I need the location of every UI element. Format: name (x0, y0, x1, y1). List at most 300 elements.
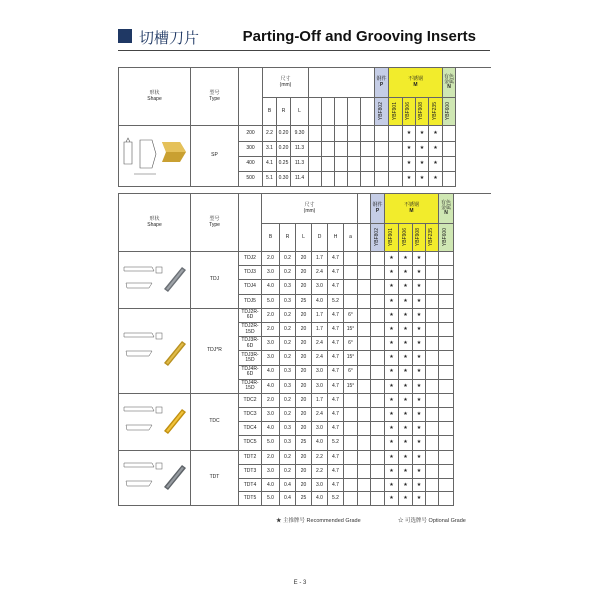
dim-l-value: 20 (296, 323, 312, 337)
recommended-grade-star: ★ (413, 394, 426, 408)
empty-cell (361, 142, 375, 157)
dim-h-value: 4.7 (328, 252, 344, 266)
insert-code: TDJ4R-6D (239, 366, 262, 380)
recommended-grade-star: ★ (399, 436, 413, 450)
empty-cell (358, 295, 371, 309)
dim-d-value: 3.0 (312, 479, 328, 492)
empty-cell (348, 172, 361, 187)
recommended-grade-star: ★ (413, 380, 426, 394)
grade-cell (439, 451, 454, 465)
grade-cell (426, 280, 439, 294)
dim-d-value: 3.0 (312, 366, 328, 380)
tdc-group-label: TDC (191, 394, 239, 451)
grade-cell (439, 492, 454, 505)
recommended-grade-star: ★ (399, 337, 413, 351)
empty-cell (335, 142, 348, 157)
dim-h-value: 4.7 (328, 380, 344, 394)
dim-a-value (344, 422, 358, 436)
dim-h-value: 4.7 (328, 394, 344, 408)
grade-cell (371, 252, 385, 266)
recommended-grade-star: ★ (385, 394, 399, 408)
empty-cell (358, 479, 371, 492)
dim-b-value: 3.0 (262, 465, 280, 479)
dim-b-header: B (263, 98, 277, 126)
type-header: 型号 Type (191, 194, 239, 252)
grade-cell (439, 408, 454, 422)
recommended-grade-star: ★ (399, 309, 413, 323)
grade-cell (371, 394, 385, 408)
p-group-header: 钢件 P (375, 68, 389, 98)
dim-r-header: R (280, 224, 296, 252)
header-rule (118, 50, 490, 51)
empty-cell (309, 172, 322, 187)
dim-a-value (344, 280, 358, 294)
grade-header: YBF901 (389, 98, 403, 126)
recommended-grade-star: ★ (413, 295, 426, 309)
dim-a-value (344, 436, 358, 450)
insert-code: TDT4 (239, 479, 262, 492)
grade-cell (371, 295, 385, 309)
grade-cell (443, 142, 456, 157)
grade-cell (375, 157, 389, 172)
dim-h-value: 5.2 (328, 492, 344, 505)
empty-cell (335, 126, 348, 142)
sp-row-code: 300 (239, 142, 263, 157)
insert-code: TDC2 (239, 394, 262, 408)
recommended-grade-star: ★ (385, 366, 399, 380)
sp-insert-table: 形状 Shape 型号 Type 尺寸 (mm) 钢件 P 不锈钢 M 有色金属 N B R L YBF802 YBF901 YBF906 YBF908 YBF235 YBF600 SP 200 2.2 0.20 9.30 300 3.1 0.20 11.3 400 4.1 0.25 11.3 500 5.1 0.30 11.4 ★ ★ ★ ★ ★ ★ ★ ★ ★ ★ ★ ★ (118, 67, 491, 187)
empty-cell (358, 436, 371, 450)
recommended-grade-star: ★ (385, 436, 399, 450)
grade-cell (426, 295, 439, 309)
m-group-header: 不锈钢 M (385, 194, 439, 224)
empty-cell (322, 126, 335, 142)
grade-cell (439, 351, 454, 365)
recommended-grade-star: ★ (413, 266, 426, 280)
dim-d-value: 2.4 (312, 408, 328, 422)
recommended-grade-star: ★ (399, 266, 413, 280)
recommended-grade-star: ★ (413, 309, 426, 323)
grade-cell (371, 436, 385, 450)
grade-cell (371, 479, 385, 492)
type-header: 型号 Type (191, 68, 239, 126)
recommended-grade-star: ★ (413, 323, 426, 337)
empty-cell (358, 451, 371, 465)
dim-d-value: 2.2 (312, 465, 328, 479)
dim-b-value: 2.0 (262, 451, 280, 465)
grade-header: YBF600 (443, 98, 456, 126)
dim-b-value: 4.0 (262, 380, 280, 394)
dim-h-value: 5.2 (328, 295, 344, 309)
empty-cell (335, 172, 348, 187)
dim-b-value: 2.0 (262, 323, 280, 337)
grade-header: YBF908 (416, 98, 429, 126)
grade-cell (371, 337, 385, 351)
recommended-grade-star: ★ (413, 366, 426, 380)
dim-h-value: 4.7 (328, 280, 344, 294)
legend-optional: ☆ 可选牌号 Optional Grade (398, 518, 466, 524)
dim-r-value: 0.2 (280, 394, 296, 408)
title-chinese: 切槽刀片 (139, 29, 200, 47)
grade-cell (426, 408, 439, 422)
empty-cell (309, 126, 322, 142)
grade-header: YBF906 (403, 98, 416, 126)
sp-insert-drawing (119, 126, 191, 187)
title-marker (118, 29, 132, 43)
grade-header: YBF908 (413, 224, 426, 252)
empty-cell (358, 266, 371, 280)
grade-cell (439, 295, 454, 309)
insert-code: TDJ4R-15D (239, 380, 262, 394)
tdj-tdc-tdt-insert-table (118, 193, 491, 506)
dim-a-value: 15° (344, 380, 358, 394)
recommended-grade-star: ★ (413, 422, 426, 436)
recommended-grade-star: ★ (413, 337, 426, 351)
dim-d-value: 2.2 (312, 451, 328, 465)
dim-h-value: 4.7 (328, 323, 344, 337)
dim-h-value: 5.2 (328, 436, 344, 450)
dim-a-value (344, 408, 358, 422)
code-header (239, 194, 262, 252)
recommended-grade-star: ★ (385, 309, 399, 323)
insert-code: TDC4 (239, 422, 262, 436)
grade-cell (426, 323, 439, 337)
dim-l-value: 20 (296, 266, 312, 280)
grade-cell (439, 309, 454, 323)
grade-header: YBF235 (429, 98, 443, 126)
dim-b-header: B (262, 224, 280, 252)
dim-d-value: 1.7 (312, 394, 328, 408)
dim-d-value: 4.0 (312, 492, 328, 505)
dim-d-value: 1.7 (312, 309, 328, 323)
dim-l-value: 20 (296, 252, 312, 266)
dim-d-value: 2.4 (312, 337, 328, 351)
recommended-grade-star: ★ (385, 351, 399, 365)
dim-b-value: 4.0 (262, 280, 280, 294)
dim-b-value: 2.0 (262, 252, 280, 266)
dim-l-value: 20 (296, 280, 312, 294)
dim-r-value: 0.2 (280, 408, 296, 422)
dim-a-value: 15° (344, 323, 358, 337)
tdj-group-label: TDJ (191, 252, 239, 309)
recommended-grade-star: ★ (385, 323, 399, 337)
grade-cell (389, 157, 403, 172)
page-number: E - 3 (293, 580, 307, 586)
recommended-grade-star: ★ (413, 436, 426, 450)
grade-cell (389, 172, 403, 187)
dim-a-value (344, 479, 358, 492)
grade-cell (439, 323, 454, 337)
recommended-grade-star: ★ (413, 451, 426, 465)
dim-l-value: 25 (296, 492, 312, 505)
recommended-grade-star: ★ (416, 172, 429, 187)
dim-l-value: 20 (296, 351, 312, 365)
grade-cell (439, 465, 454, 479)
recommended-grade-star: ★ (399, 351, 413, 365)
dim-h-value: 4.7 (328, 465, 344, 479)
recommended-grade-star: ★ (385, 295, 399, 309)
grade-cell (443, 172, 456, 187)
recommended-grade-star: ★ (416, 142, 429, 157)
dim-l-value: 20 (296, 337, 312, 351)
recommended-grade-star: ★ (429, 172, 443, 187)
dim-l-value: 20 (296, 422, 312, 436)
recommended-grade-star: ★ (399, 408, 413, 422)
grade-cell (426, 422, 439, 436)
grade-cell (426, 451, 439, 465)
dim-h-value: 4.7 (328, 266, 344, 280)
recommended-grade-star: ★ (403, 157, 416, 172)
dim-d-value: 1.7 (312, 252, 328, 266)
recommended-grade-star: ★ (399, 465, 413, 479)
dim-b-value: 3.0 (262, 351, 280, 365)
recommended-grade-star: ★ (385, 280, 399, 294)
empty-cell (309, 142, 322, 157)
grade-cell (439, 266, 454, 280)
empty-cell (322, 142, 335, 157)
dim-d-value: 3.0 (312, 380, 328, 394)
empty-cell (358, 323, 371, 337)
empty-cell (348, 126, 361, 142)
empty-cell (348, 157, 361, 172)
dim-r-header: R (277, 98, 291, 126)
dim-h-value: 4.7 (328, 479, 344, 492)
insert-code: TDJ2R-6D (239, 309, 262, 323)
dim-h-value: 4.7 (328, 451, 344, 465)
sp-row-code: 200 (239, 126, 263, 142)
dim-l-header: L (296, 224, 312, 252)
dim-r-value: 0.2 (280, 252, 296, 266)
grade-cell (426, 479, 439, 492)
tdt-insert-drawing (119, 451, 191, 506)
empty-cell (358, 252, 371, 266)
grade-header: YBF235 (426, 224, 439, 252)
dim-b-value: 4.0 (262, 422, 280, 436)
empty-cell (358, 309, 371, 323)
recommended-grade-star: ★ (403, 142, 416, 157)
grade-cell (371, 492, 385, 505)
insert-code: TDC5 (239, 436, 262, 450)
grade-cell (371, 309, 385, 323)
dim-r-value: 0.3 (280, 280, 296, 294)
grade-cell (439, 394, 454, 408)
grade-cell (426, 394, 439, 408)
dim-a-value (344, 295, 358, 309)
empty-cell (335, 157, 348, 172)
grade-header: YBF600 (439, 224, 454, 252)
recommended-grade-star: ★ (399, 295, 413, 309)
recommended-grade-star: ★ (413, 252, 426, 266)
dim-b-value: 4.0 (262, 366, 280, 380)
grade-cell (371, 380, 385, 394)
tdj-insert-drawing (119, 252, 191, 309)
dim-a-value (344, 465, 358, 479)
dim-a-value: 6° (344, 309, 358, 323)
n-group-header: 有色金属 N (439, 194, 454, 224)
grade-cell (426, 309, 439, 323)
recommended-grade-star: ★ (403, 172, 416, 187)
dim-l-header: L (291, 98, 309, 126)
dim-b-value: 5.0 (262, 295, 280, 309)
dim-l-value: 25 (296, 436, 312, 450)
dim-r-value: 0.3 (280, 422, 296, 436)
grade-cell (371, 408, 385, 422)
dim-l-value: 20 (296, 366, 312, 380)
recommended-grade-star: ★ (399, 422, 413, 436)
tdc-insert-drawing (119, 394, 191, 451)
dim-b-value: 4.0 (262, 479, 280, 492)
recommended-grade-star: ★ (416, 126, 429, 142)
dim-b-value: 2.0 (262, 394, 280, 408)
dim-a-value (344, 394, 358, 408)
dim-d-header: D (312, 224, 328, 252)
dim-l-value: 25 (296, 295, 312, 309)
empty-cell (322, 157, 335, 172)
empty-cell (358, 380, 371, 394)
dim-b-value: 5.0 (262, 492, 280, 505)
grade-cell (426, 337, 439, 351)
grade-cell (371, 465, 385, 479)
dim-h-value: 4.7 (328, 351, 344, 365)
insert-code: TDJ2R-15D (239, 323, 262, 337)
dim-d-value: 2.4 (312, 351, 328, 365)
dim-a-value (344, 492, 358, 505)
grade-cell (426, 492, 439, 505)
insert-code: TDJ2 (239, 252, 262, 266)
sp-row-code: 400 (239, 157, 263, 172)
insert-code: TDJ5 (239, 295, 262, 309)
tdt-group-label: TDT (191, 451, 239, 506)
empty-cell (322, 172, 335, 187)
dim-r-value: 0.2 (280, 266, 296, 280)
recommended-grade-star: ★ (385, 408, 399, 422)
grade-cell (371, 280, 385, 294)
grade-cell (375, 126, 389, 142)
insert-code: TDT2 (239, 451, 262, 465)
dim-a-value (344, 266, 358, 280)
dim-h-header: H (328, 224, 344, 252)
empty-cell (358, 492, 371, 505)
grade-cell (426, 366, 439, 380)
recommended-grade-star: ★ (399, 366, 413, 380)
m-group-header: 不锈钢 M (389, 68, 443, 98)
dim-b-value: 2.0 (262, 309, 280, 323)
dim-h-value: 4.7 (328, 408, 344, 422)
dim-r-value: 0.2 (280, 337, 296, 351)
sp-row-code: 500 (239, 172, 263, 187)
recommended-grade-star: ★ (413, 351, 426, 365)
grade-cell (371, 366, 385, 380)
recommended-grade-star: ★ (413, 280, 426, 294)
grade-header: YBF906 (399, 224, 413, 252)
size-header: 尺寸 (mm) (263, 68, 309, 98)
dim-d-value: 4.0 (312, 295, 328, 309)
dim-r-value: 0.2 (280, 465, 296, 479)
dim-l-value: 20 (296, 451, 312, 465)
recommended-grade-star: ★ (413, 492, 426, 505)
grade-header: YBF802 (371, 224, 385, 252)
empty-cell (358, 366, 371, 380)
grade-cell (439, 337, 454, 351)
grade-header: YBF901 (385, 224, 399, 252)
empty-cell (361, 172, 375, 187)
grade-cell (371, 422, 385, 436)
dim-a-value: 6° (344, 337, 358, 351)
grade-cell (426, 465, 439, 479)
empty-cell (309, 157, 322, 172)
dim-a-value (344, 252, 358, 266)
dim-h-value: 4.7 (328, 309, 344, 323)
insert-code: TDJ4 (239, 280, 262, 294)
grade-cell (371, 266, 385, 280)
dim-r-value: 0.3 (280, 366, 296, 380)
dim-a-value: 6° (344, 366, 358, 380)
dim-b-value: 3.0 (262, 266, 280, 280)
grade-cell (371, 451, 385, 465)
recommended-grade-star: ★ (399, 394, 413, 408)
recommended-grade-star: ★ (416, 157, 429, 172)
dim-l-value: 20 (296, 465, 312, 479)
empty-cell (358, 280, 371, 294)
grade-cell (439, 380, 454, 394)
dim-l-value: 20 (296, 479, 312, 492)
dim-r-value: 0.2 (280, 351, 296, 365)
dim-b-value: 5.0 (262, 436, 280, 450)
grade-cell (439, 436, 454, 450)
dim-d-value: 2.4 (312, 266, 328, 280)
grade-cell (426, 351, 439, 365)
recommended-grade-star: ★ (413, 465, 426, 479)
tdjr-insert-drawing (119, 309, 191, 394)
shape-header: 形状 Shape (119, 68, 191, 126)
dim-h-value: 4.7 (328, 337, 344, 351)
recommended-grade-star: ★ (399, 451, 413, 465)
grade-cell (439, 366, 454, 380)
dim-r-value: 0.2 (280, 323, 296, 337)
grade-cell (439, 422, 454, 436)
grade-cell (443, 157, 456, 172)
recommended-grade-star: ★ (385, 465, 399, 479)
page-header (118, 26, 490, 48)
dim-d-value: 4.0 (312, 436, 328, 450)
dim-r-value: 0.2 (280, 309, 296, 323)
insert-code: TDJ3 (239, 266, 262, 280)
dim-a-value: 15° (344, 351, 358, 365)
insert-code: TDC3 (239, 408, 262, 422)
shape-header: 形状 Shape (119, 194, 191, 252)
recommended-grade-star: ★ (399, 479, 413, 492)
recommended-grade-star: ★ (399, 280, 413, 294)
recommended-grade-star: ★ (385, 422, 399, 436)
grade-cell (439, 479, 454, 492)
dim-l-value: 20 (296, 309, 312, 323)
empty-cell (361, 126, 375, 142)
recommended-grade-star: ★ (385, 479, 399, 492)
dim-l-value: 20 (296, 408, 312, 422)
dim-l-value: 20 (296, 380, 312, 394)
recommended-grade-star: ★ (429, 142, 443, 157)
dim-h-value: 4.7 (328, 366, 344, 380)
size-header: 尺寸 (mm) (262, 194, 358, 224)
empty-cell (361, 157, 375, 172)
grade-cell (426, 252, 439, 266)
dim-b-value: 3.0 (262, 408, 280, 422)
empty-cell (348, 142, 361, 157)
dim-r-value: 0.4 (280, 479, 296, 492)
grade-cell (443, 126, 456, 142)
dim-r-value: 0.3 (280, 436, 296, 450)
dim-r-value: 0.3 (280, 295, 296, 309)
